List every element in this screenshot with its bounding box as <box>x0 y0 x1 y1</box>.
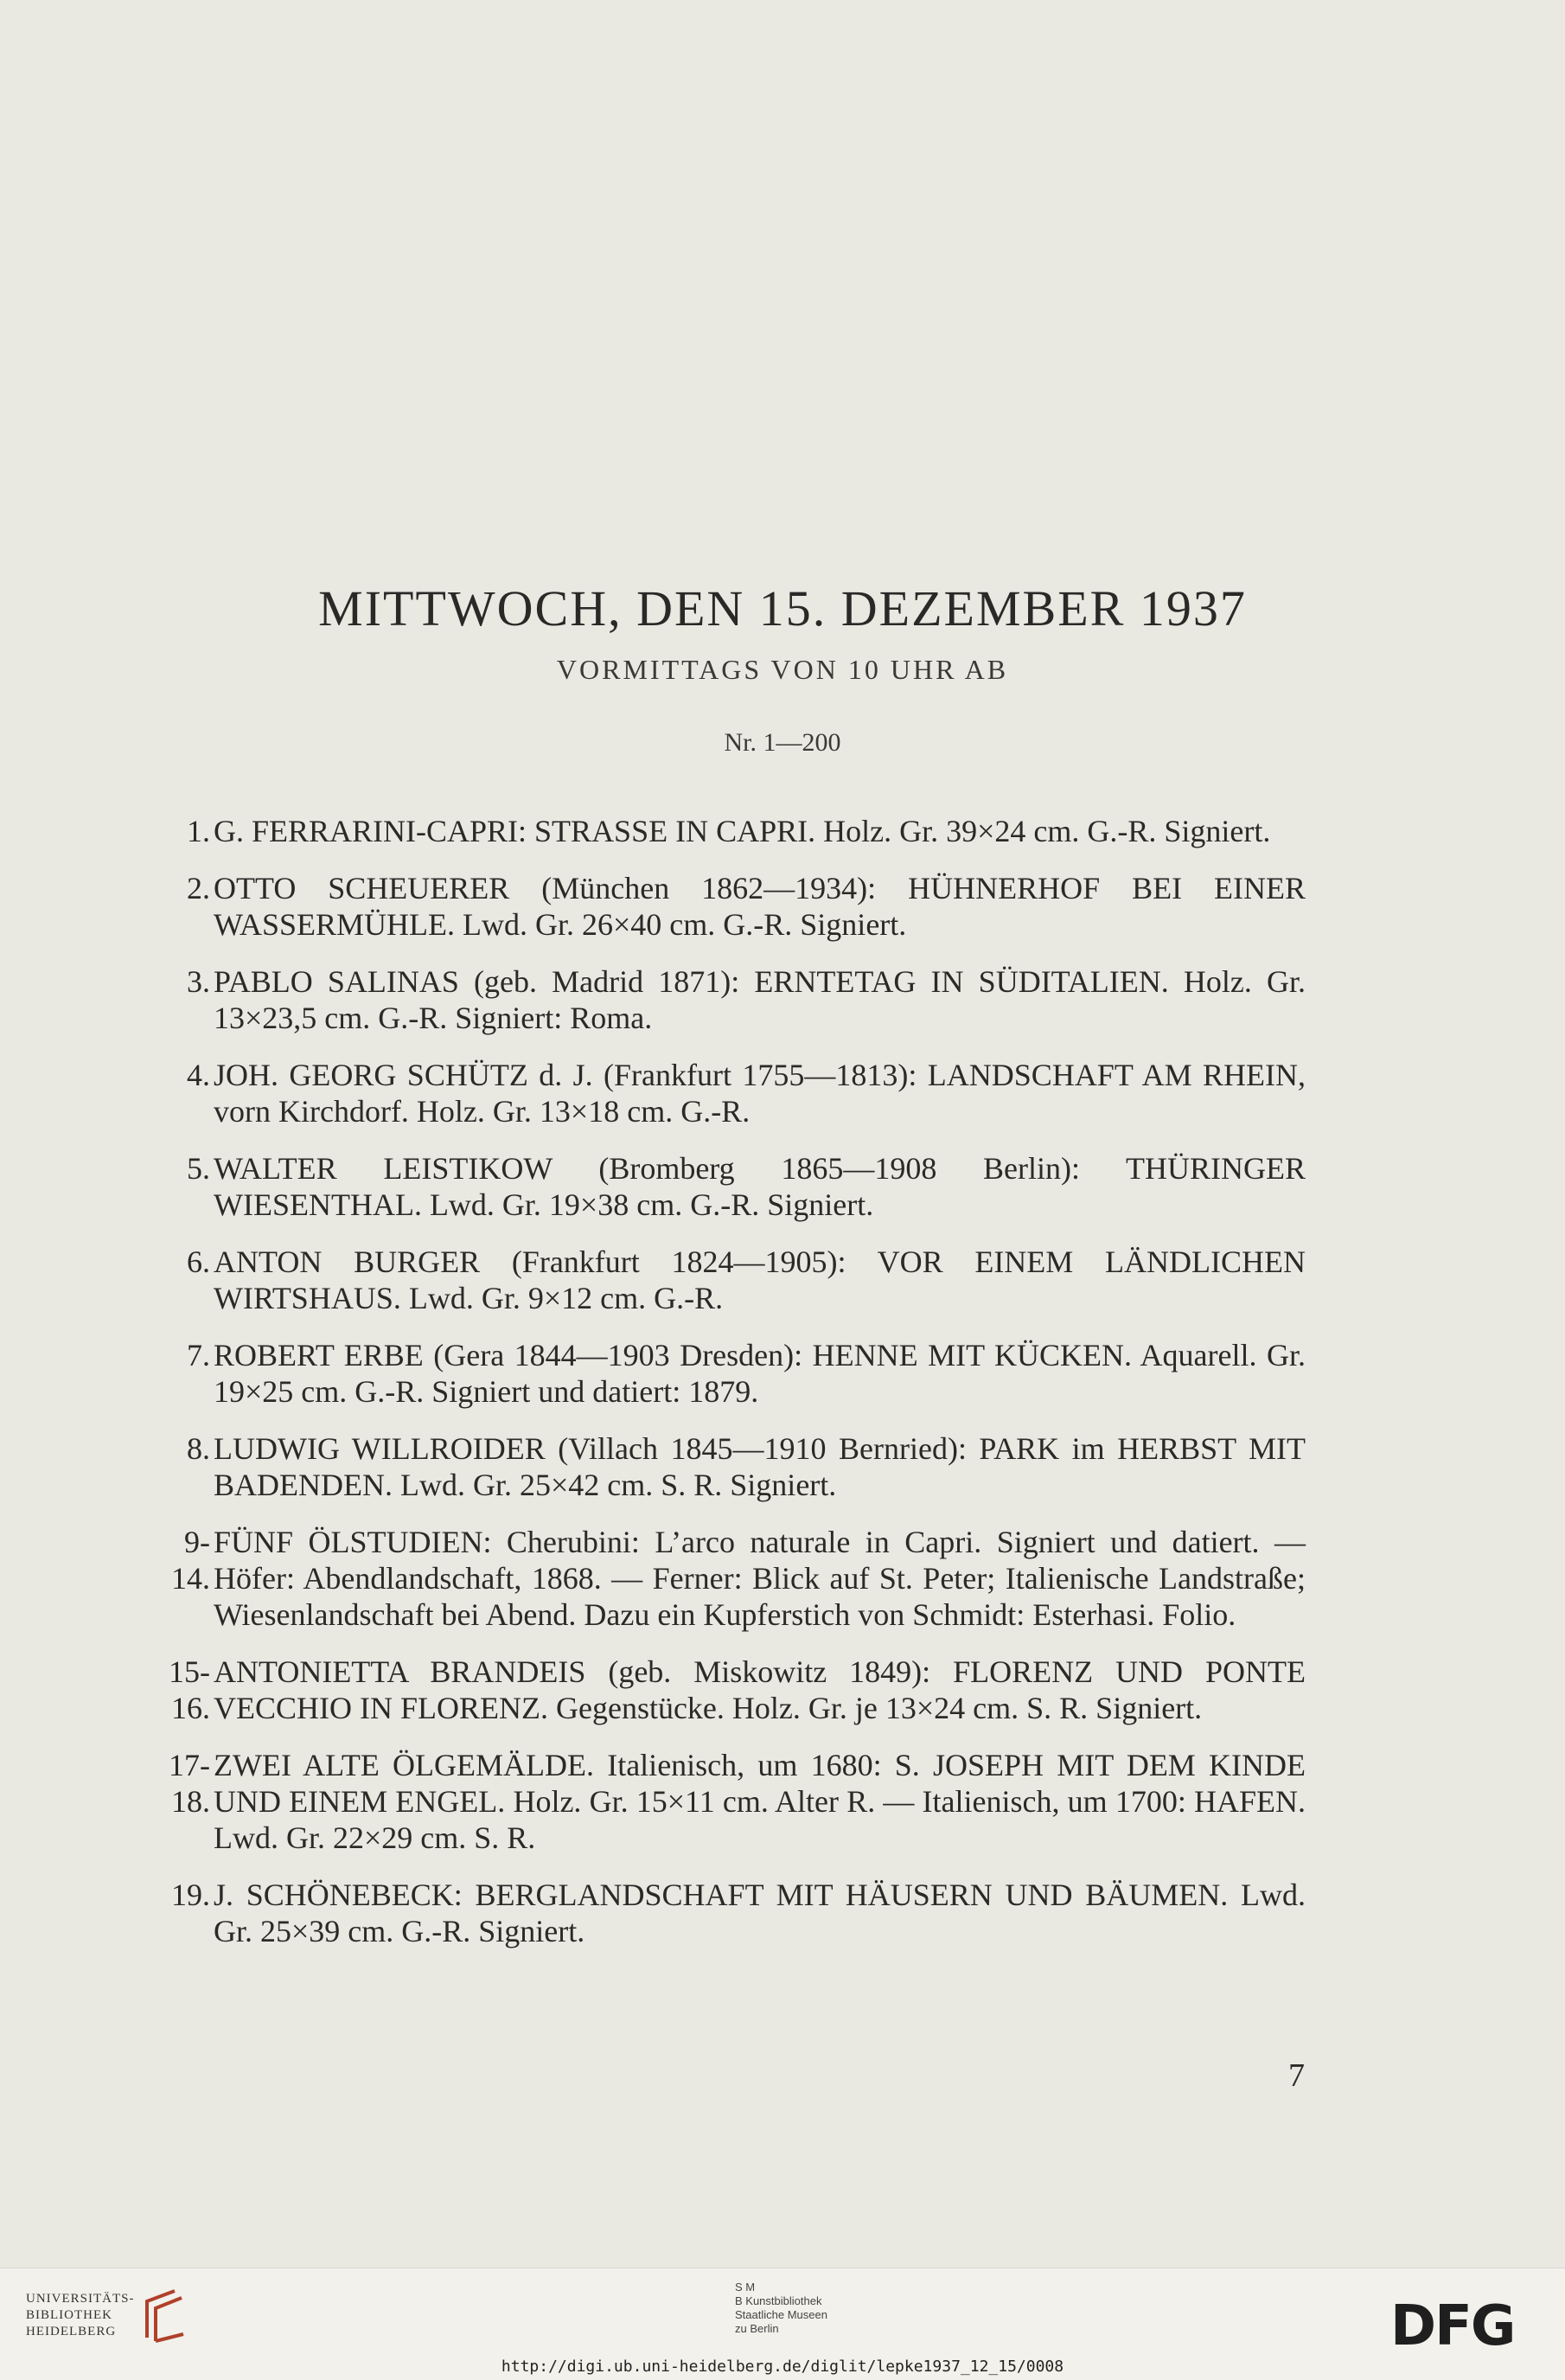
entry-text: WALTER LEISTIKOW (Bromberg 1865—1908 Berlin): THÜRINGER WIESENTHAL. Lwd. Gr. 19×38 cm. G.-R. Signiert. <box>214 1151 1306 1222</box>
entry-number: 5. <box>187 1151 210 1186</box>
entry-number: 17-18. <box>169 1748 210 1819</box>
entry-text: ROBERT ERBE (Gera 1844—1903 Dresden): HENNE MIT KÜCKEN. Aquarell. Gr. 19×25 cm. G.-R. Signiert und datiert: 1879. <box>214 1338 1306 1409</box>
dfg-logo: DFG <box>1390 2294 1515 2358</box>
smb-line: zu Berlin <box>735 2322 779 2335</box>
catalog-entry <box>151 1877 1306 1949</box>
library-line: HEIDELBERG <box>26 2325 117 2338</box>
catalog-entry <box>151 1244 1306 1316</box>
entry-number: 2. <box>187 871 210 905</box>
entry-text: JOH. GEORG SCHÜTZ d. J. (Frankfurt 1755—1813): LANDSCHAFT AM RHEIN, vorn Kirchdorf. Holz. Gr. 13×18 cm. G.-R. <box>214 1058 1306 1129</box>
catalog-entry <box>151 1524 1306 1633</box>
entry-text: G. FERRARINI-CAPRI: STRASSE IN CAPRI. Holz. Gr. 39×24 cm. G.-R. Signiert. <box>214 814 1271 848</box>
entry-text: ZWEI ALTE ÖLGEMÄLDE. Italienisch, um 1680: S. JOSEPH MIT DEM KINDE UND EINEM ENGEL. Holz. Gr. 15×11 cm. Alter R. — Italienisch, um 1700: HAFEN. Lwd. Gr. 22×29 cm. S. R. <box>214 1748 1306 1855</box>
entry-number: 4. <box>187 1058 210 1092</box>
page-subtitle: VORMITTAGS VON 10 UHR AB <box>556 654 1009 685</box>
page-title: MITTWOCH, DEN 15. DEZEMBER 1937 <box>318 580 1247 637</box>
library-line: UNIVERSITÄTS- <box>26 2292 135 2306</box>
smb-line: S M <box>735 2281 756 2294</box>
entry-number: 7. <box>187 1338 210 1372</box>
catalog-entry <box>151 1747 1306 1856</box>
page-number: 7 <box>1288 2057 1305 2094</box>
library-name <box>26 2291 135 2340</box>
entry-text: OTTO SCHEUERER (München 1862—1934): HÜHNERHOF BEI EINER WASSERMÜHLE. Lwd. Gr. 26×40 cm. G.-R. Signiert. <box>214 871 1306 942</box>
smb-line: B Kunstbibliothek <box>735 2294 822 2307</box>
entry-number: 8. <box>187 1431 210 1466</box>
entry-text: J. SCHÖNEBECK: BERGLANDSCHAFT MIT HÄUSERN UND BÄUMEN. Lwd. Gr. 25×39 cm. G.-R. Signiert. <box>214 1878 1306 1948</box>
smb-logo-text <box>735 2281 827 2336</box>
catalog-entry <box>151 1150 1306 1223</box>
catalog-entry <box>151 1337 1306 1410</box>
entry-number: 9-14. <box>171 1525 210 1596</box>
library-line: BIBLIOTHEK <box>26 2308 112 2322</box>
entry-number: 6. <box>187 1244 210 1279</box>
catalog-entry <box>151 1430 1306 1503</box>
entry-text: PABLO SALINAS (geb. Madrid 1871): ERNTETAG IN SÜDITALIEN. Holz. Gr. 13×23,5 cm. G.-R. Signiert: Roma. <box>214 964 1306 1035</box>
entry-number: 3. <box>187 964 210 999</box>
library-logo-icon <box>138 2286 190 2346</box>
entry-text: FÜNF ÖLSTUDIEN: Cherubini: L’arco naturale in Capri. Signiert und datiert. — Höfer: Abendlandschaft, 1868. — Ferner: Blick auf St. Peter; Italienische Landstraße; Wiesenlandschaft bei Abend. Dazu ein Kupferstich von Schmidt: Esterhasi. Folio. <box>214 1525 1306 1632</box>
catalog-entry <box>151 813 1306 849</box>
entry-text: ANTON BURGER (Frankfurt 1824—1905): VOR EINEM LÄNDLICHEN WIRTSHAUS. Lwd. Gr. 9×12 cm. G.-R. <box>214 1244 1306 1315</box>
catalog-entry <box>151 1654 1306 1726</box>
smb-line: Staatliche Museen <box>735 2308 827 2321</box>
entry-text: LUDWIG WILLROIDER (Villach 1845—1910 Bernried): PARK im HERBST MIT BADENDEN. Lwd. Gr. 25×42 cm. S. R. Signiert. <box>214 1431 1306 1502</box>
source-url-link[interactable]: http://digi.ub.uni-heidelberg.de/diglit/lepke1937_12_15/0008 <box>501 2358 1064 2376</box>
catalog-entry <box>151 963 1306 1036</box>
entry-number: 19. <box>171 1878 210 1912</box>
catalog-entry <box>151 1057 1306 1129</box>
entry-text: ANTONIETTA BRANDEIS (geb. Miskowitz 1849): FLORENZ UND PONTE VECCHIO IN FLORENZ. Gegenstücke. Holz. Gr. je 13×24 cm. S. R. Signiert. <box>214 1654 1306 1725</box>
entry-number: 1. <box>187 814 210 848</box>
entry-number: 15-16. <box>169 1654 210 1725</box>
footer-bar <box>0 2268 1565 2380</box>
catalog-entry <box>151 870 1306 943</box>
catalog-entries <box>151 813 1306 1970</box>
lot-range: Nr. 1—200 <box>724 728 841 757</box>
